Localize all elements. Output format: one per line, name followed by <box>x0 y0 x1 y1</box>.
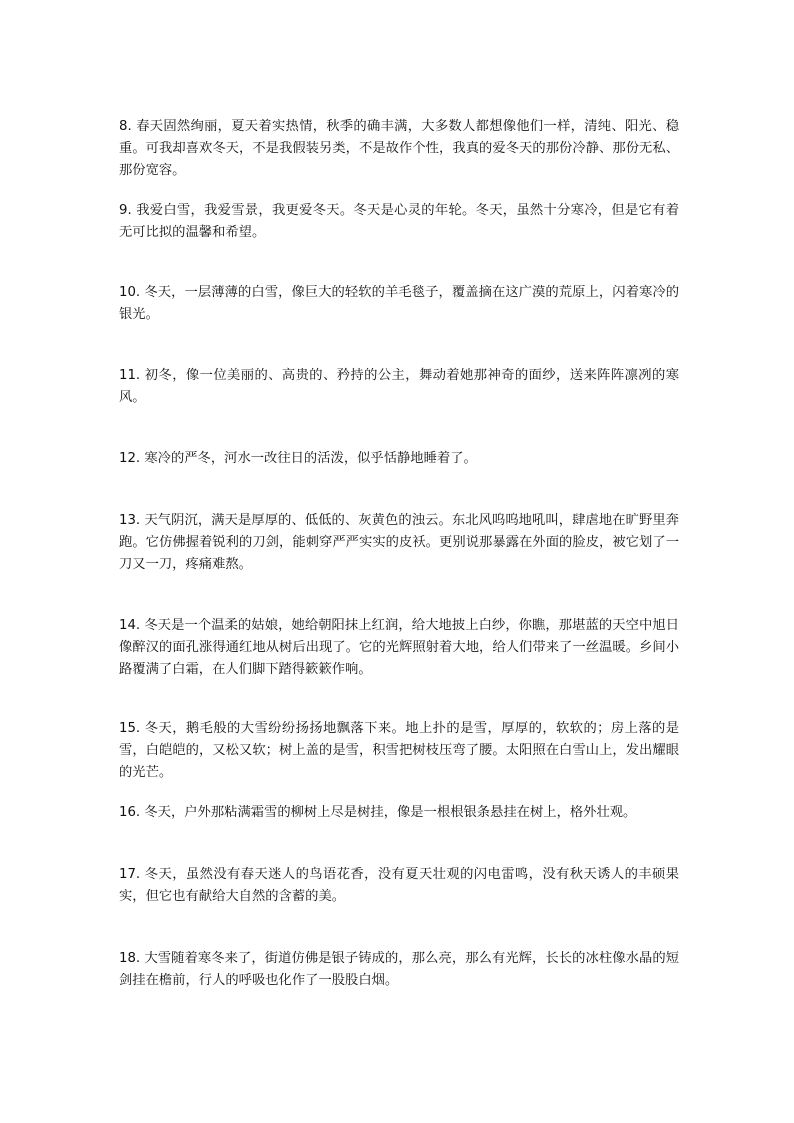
paragraph-9: 9. 我爱白雪，我爱雪景，我更爱冬天。冬天是心灵的年轮。冬天，虽然十分寒冷，但是它有着无可比拟的温馨和希望。 <box>119 203 679 240</box>
paragraph-18: 18. 大雪随着寒冬来了，街道仿佛是银子铸成的，那么亮，那么有光辉，长长的冰柱像水晶的短剑挂在檐前，行人的呼吸也化作了一股股白烟。 <box>119 951 679 988</box>
paragraph-8: 8. 春天固然绚丽，夏天着实热情，秋季的确丰满，大多数人都想像他们一样，清纯、阳光、稳重。可我却喜欢冬天，不是我假装另类，不是故作个性，我真的爱冬天的那份冷静、那份无私、那份宽容。 <box>119 119 679 178</box>
paragraph-17: 17. 冬天，虽然没有春天迷人的鸟语花香，没有夏天壮观的闪电雷鸣，没有秋天诱人的丰硕果实，但它也有献给大自然的含蓄的美。 <box>119 867 679 904</box>
paragraph-10: 10. 冬天，一层薄薄的白雪，像巨大的轻软的羊毛毯子，覆盖摘在这广漠的荒原上，闪着寒冷的银光。 <box>119 285 679 322</box>
paragraph-15: 15. 冬天，鹅毛般的大雪纷纷扬扬地飘落下来。地上扑的是雪，厚厚的，软软的；房上落的是雪，白皑皑的，又松又软；树上盖的是雪，积雪把树枝压弯了腰。太阳照在白雪山上，发出耀眼的光芒。 <box>119 721 679 780</box>
paragraph-12: 12. 寒冷的严冬，河水一改往日的活泼，似乎恬静地睡着了。 <box>119 451 477 466</box>
paragraph-16: 16. 冬天，户外那粘满霜雪的柳树上尽是树挂，像是一根根银条悬挂在树上，格外壮观。 <box>119 805 637 820</box>
paragraph-13: 13. 天气阴沉，满天是厚厚的、低低的、灰黄色的浊云。东北风呜呜地吼叫，肆虐地在旷野里奔跑。它仿佛握着锐利的刀剑，能刺穿严严实实的皮袄。更别说那暴露在外面的脸皮，被它划了一刀又一刀，疼痛难熬。 <box>119 513 679 572</box>
paragraph-11: 11. 初冬，像一位美丽的、高贵的、矜持的公主，舞动着她那神奇的面纱，送来阵阵凛冽的寒风。 <box>119 368 679 405</box>
paragraph-14: 14. 冬天是一个温柔的姑娘，她给朝阳抹上红润，给大地披上白纱，你瞧，那堪蓝的天空中旭日像醉汉的面孔涨得通红地从树后出现了。它的光辉照射着大地，给人们带来了一丝温暖。乡间小路覆满了白霜，在人们脚下踏得簌簌作响。 <box>119 618 679 677</box>
